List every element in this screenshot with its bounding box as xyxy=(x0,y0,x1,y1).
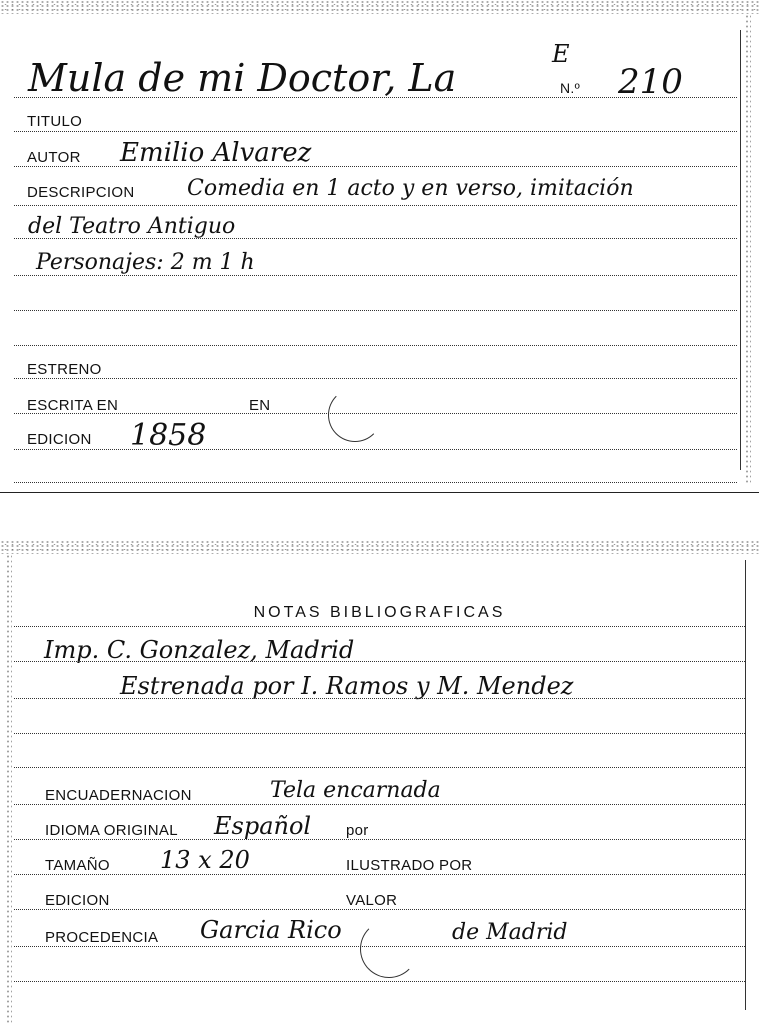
rule-desc-5 xyxy=(14,345,737,346)
card-bottom-edge-texture xyxy=(0,540,759,554)
label-idioma-original: IDIOMA ORIGINAL xyxy=(45,822,178,839)
rule-desc-4 xyxy=(14,310,737,311)
notes-line2: Estrenada por I. Ramos y M. Mendez xyxy=(120,672,574,700)
descripcion-line3: Personajes: 2 m 1 h xyxy=(36,250,255,275)
label-valor: VALOR xyxy=(346,892,398,909)
card-top-bottom-edge xyxy=(0,492,759,493)
descripcion-line2: del Teatro Antiguo xyxy=(28,214,236,239)
rule-titulo xyxy=(14,131,737,132)
rule-procedencia xyxy=(14,946,745,947)
card-left-edge-texture xyxy=(6,554,12,1024)
procedencia-suffix: de Madrid xyxy=(452,920,568,945)
descripcion-line1: Comedia en 1 acto y en verso, imitación xyxy=(187,176,634,201)
label-encuadernacion: ENCUADERNACION xyxy=(45,787,192,804)
procedencia-value: Garcia Rico xyxy=(200,916,342,944)
rule-title xyxy=(14,97,737,98)
label-estreno: ESTRENO xyxy=(27,361,102,378)
card-border-right-bottom xyxy=(745,560,746,1010)
rule-edicion-bottom xyxy=(14,909,745,910)
rule-descripcion xyxy=(14,205,737,206)
catalog-card-bottom xyxy=(0,540,759,1028)
notes-line1: Imp. C. Gonzalez, Madrid xyxy=(44,636,355,664)
card-right-edge-texture xyxy=(745,14,751,484)
rule-edicion xyxy=(14,449,737,450)
label-edicion-bottom: EDICION xyxy=(45,892,110,909)
label-escrita-en: ESCRITA EN xyxy=(27,397,119,414)
card-top-edge-texture xyxy=(0,0,759,14)
rule-bottom xyxy=(14,482,737,483)
rule-notes-4 xyxy=(14,767,745,768)
label-en: EN xyxy=(249,397,271,414)
label-descripcion: DESCRIPCION xyxy=(27,184,135,201)
edicion-value: 1858 xyxy=(130,418,207,453)
catalog-card-top xyxy=(0,0,759,495)
rule-tamano xyxy=(14,874,745,875)
label-titulo: TITULO xyxy=(27,113,83,130)
rule-estreno xyxy=(14,378,737,379)
rule-desc-2 xyxy=(14,238,737,239)
label-por: por xyxy=(346,822,369,839)
rule-desc-3 xyxy=(14,275,737,276)
letter-mark: E xyxy=(552,40,570,68)
rule-heading xyxy=(14,626,745,627)
label-procedencia: PROCEDENCIA xyxy=(45,929,159,946)
number-label: N.º xyxy=(560,80,581,96)
rule-notes-2 xyxy=(14,698,745,699)
number-value: 210 xyxy=(618,62,683,102)
label-tamano: TAMAÑO xyxy=(45,857,110,874)
label-ilustrado-por: ILUSTRADO POR xyxy=(346,857,473,874)
rule-bottom-2 xyxy=(14,981,745,982)
rule-notes-1 xyxy=(14,661,745,662)
rule-notes-3 xyxy=(14,733,745,734)
label-edicion: EDICION xyxy=(27,431,92,448)
notas-heading: NOTAS BIBLIOGRAFICAS xyxy=(253,604,506,621)
rule-idioma xyxy=(14,839,745,840)
card-border-right xyxy=(740,30,741,470)
tamano-value: 13 x 20 xyxy=(160,846,250,874)
rule-encuadernacion xyxy=(14,804,745,805)
title-value: Mula de mi Doctor, La xyxy=(28,56,457,100)
stamp-circle-bottom xyxy=(360,920,418,978)
autor-value: Emilio Alvarez xyxy=(120,138,312,168)
label-autor: AUTOR xyxy=(27,149,81,166)
idioma-value: Español xyxy=(214,812,312,840)
encuadernacion-value: Tela encarnada xyxy=(270,778,441,803)
rule-autor xyxy=(14,166,737,167)
stamp-circle xyxy=(328,388,382,442)
